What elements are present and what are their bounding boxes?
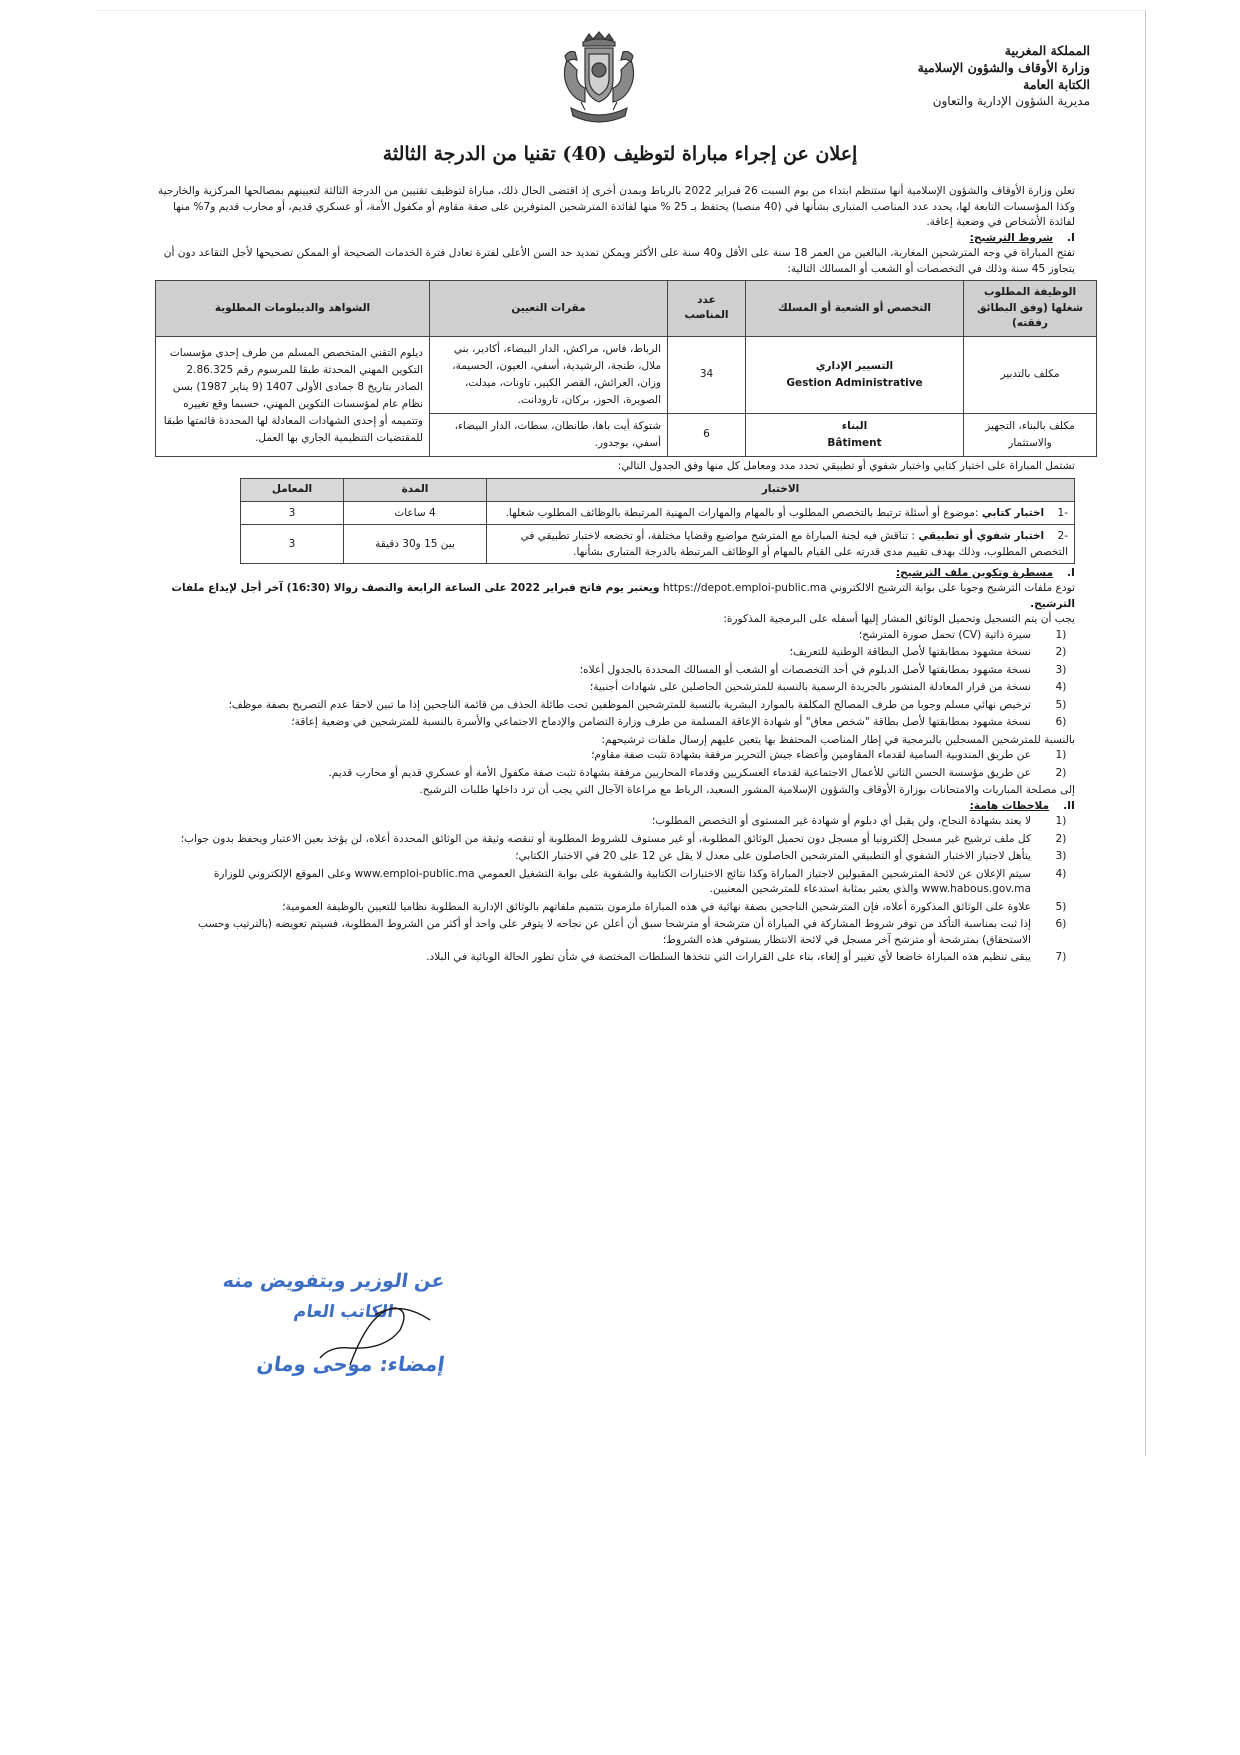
cell-test (487, 524, 1075, 563)
signature-name: إمضاء: موحى ومان (255, 1352, 447, 1376)
item-number: (5 (1055, 900, 1067, 913)
specialty-fr: Bâtiment (827, 436, 882, 449)
item-text: نسخة مشهود بمطابقتها لأصل البطاقة الوطنية للتعريف؛ (789, 646, 1031, 658)
list-item (155, 950, 1075, 966)
cell-job: مكلف بالبناء، التجهيز والاستثمار (964, 413, 1097, 456)
item-number: (6 (1055, 716, 1067, 728)
test-desc: :موضوع أو أسئلة ترتبط بالتخصص المطلوب أو بالمهام والمهارات المهنية المرتبطة بالوظائف المطلوب شغلها. (505, 506, 979, 519)
list-item (155, 645, 1075, 661)
item-number: (2 (1055, 832, 1067, 845)
th-test: الاختبار (487, 479, 1075, 502)
item-text: يبقى تنظيم هذه المباراة خاضعا لأي تغيير أو إلغاء، بناء على القرارات التي تتخذها السلطات المختصة في شأن تطور الحالة الوبائية في البلاد. (426, 951, 1031, 963)
cell-specialty (746, 336, 964, 413)
test-name: اختبار كتابي (981, 506, 1045, 519)
cell-duration: 4 ساعات (344, 501, 487, 524)
reserved-intro: بالنسبة للمترشحين المسجلين بالبرمجية في إطار المناصب المحتفظ بها يتعين عليهم إرسال ملفات ترشيحهم: (601, 733, 1075, 746)
positions-table-header (156, 281, 1097, 337)
announcement-body (155, 184, 1083, 968)
deposit-paragraph (155, 581, 1075, 612)
reserved-channels-list (155, 748, 1075, 781)
upload-intro: يجب أن يتم التسجيل وتحميل الوثائق المشار إليها أسفله على البرمجية المذكورة: (723, 613, 1075, 625)
cell-coef: 3 (241, 501, 344, 524)
list-item (155, 832, 1075, 848)
announcement-title: إعلان عن إجراء مباراة لتوظيف (40) تقنيا من الدرجة الثالثة (382, 143, 858, 165)
list-item (155, 814, 1075, 830)
item-text: سيتم الإعلان عن لائحة المترشحين المقبولين لاجتياز المباراة وكذا نتائج الاختبارات الكتابية والشفوية على بوابة التشغيل العمومي www.emploi-public.ma وعلى الموقع الإلكتروني للوزارة www.habous.gov.ma والذي يعتبر بمثابة استدعاء للمترشحين المعنيين. (213, 867, 1031, 895)
item-text: نسخة من قرار المعادلة المنشور بالجريدة الرسمية بالنسبة للمترشحين الحاصلين على شهادات أجنبية؛ (589, 681, 1031, 693)
table-row (156, 336, 1097, 413)
section-procedure-heading (155, 566, 1075, 582)
cell-locations: شتوكة أيت باها، طانطان، سطات، الدار البيضاء، أسفي، بوجدور. (430, 413, 668, 456)
deposit-text-after: ويعتبر يوم فاتح فبراير 2022 على الساعة الرابعة والنصف زوالا (16:30) آخر أجل لإيداع ملفات الترشيح. (171, 582, 1075, 610)
test-name: اختبار شفوي أو تطبيقي (918, 529, 1045, 542)
list-item (155, 715, 1075, 731)
item-text: علاوة على الوثائق المذكورة أعلاه، فإن المترشحين الناجحين بصفة نهائية في هذه المباراة ملزمون بتتميم ملفاتهم بالوثائق الإدارية المطلوبة نظاميا للتعيين بالوظيفة العمومية؛ (282, 900, 1031, 913)
section-conditions-heading (155, 231, 1075, 247)
cell-duration: بين 15 و30 دقيقة (344, 524, 487, 563)
item-text: نسخة مشهود بمطابقتها لأصل الدبلوم في أحد التخصصات أو الشعب أو المسالك المحددة بالجدول أعلاه؛ (579, 663, 1031, 676)
deposit-text-before: تودع ملفات الترشيح وجوبا على بوابة الترشيح الالكتروني (830, 582, 1075, 594)
header-line-directorate: مديرية الشؤون الإدارية والتعاون (932, 94, 1090, 108)
cell-diplomas: ديلوم التقني المتخصص المسلم من طرف إحدى مؤسسات التكوين المهني المحدثة طبقا للمرسوم رقم 2.86.325 الصادر بتاريخ 8 جمادى الأولى 1407 (9 يناير 1987) بسن نظام عام لمؤسسات التكوين المهني، حسبما وقع تغييره وتتميمه أو إحدى الشهادات المعادلة لها المحددة قائمتها طبقا للمقتضيات التنظيمية الجاري بها العمل. (156, 336, 430, 456)
list-item (155, 900, 1075, 916)
test-number: -2 (1057, 529, 1068, 542)
positions-table (155, 280, 1097, 457)
item-number: (3 (1055, 663, 1067, 676)
header-line-ministry: وزارة الأوقاف والشؤون الإسلامية (917, 60, 1090, 75)
th-diplomas: الشواهد والديبلومات المطلوبة (156, 281, 430, 337)
cell-count: 34 (668, 336, 746, 413)
item-text: ترخيص نهائي مسلم وجوبا من طرف المصالح المكلفة بالموارد البشرية بالنسبة للمترشحين الموظفين تحت طائلة الحذف من قائمة الناجحين إذا ما تبين لاحقا عدم التصريح بصفة موظف؛ (228, 698, 1031, 711)
item-number: (7 (1055, 951, 1067, 963)
specialty-fr: Gestion Administrative (786, 376, 923, 389)
royal-emblem-icon (555, 30, 643, 130)
item-text: كل ملف ترشيح غير مسجل إلكترونيا أو مسجل دون تحميل الوثائق المطلوبة، أو غير مستوف للشروط المطلوبة أو تنقصه وثيقة من الوثائق المحددة أعلاه، لن يؤخذ بعين الاعتبار ويحفظ بدون جواب؛ (180, 832, 1031, 845)
item-text: يتأهل لاجتياز الاختبار الشفوي أو التطبيقي المترشحين الحاصلون على معدل لا يقل عن 12 على 20 في الاختبار الكتابي؛ (515, 850, 1031, 862)
exam-table-header (241, 479, 1075, 502)
list-item (155, 748, 1075, 764)
cell-locations: الرباط، فاس، مراكش، الدار البيضاء، أكادير، بني ملال، طنجة، الرشيدية، أسفي، العيون، الحسيمة، وزان، العرائش، القصر الكبير، تاونات، ميدلت، الصويرة، الحوز، بركان، تارودانت. (430, 336, 668, 413)
signature-stamp (200, 1270, 445, 1390)
signature-title: الكاتب العام (292, 1302, 395, 1322)
th-job: الوظيفة المطلوب شغلها (وفق البطائق رفقته) (964, 281, 1097, 337)
item-number: (1 (1055, 815, 1067, 827)
item-number: (3 (1055, 850, 1067, 862)
signature-delegation: عن الوزير وبتفويض منه (221, 1270, 447, 1292)
exam-table (240, 478, 1075, 564)
required-documents-list (155, 628, 1075, 731)
th-coef: المعامل (241, 479, 344, 502)
list-item (155, 698, 1075, 714)
item-text: نسخة مشهود بمطابقتها لأصل بطاقة "شخص معاق" أو شهادة الإعاقة المسلمة من طرف وزارة التضامن والإدماج الاجتماعي والأسرة بالنسبة للمترشحين في وضعية إعاقة؛ (291, 716, 1031, 728)
cell-job: مكلف بالتدبير (964, 336, 1097, 413)
test-desc: : تناقش فيه لجنة المباراة مع المترشح مواضيع وقضايا مختلفة، أو تخضعه لاختبار تطبيقي في التخصص المطلوب، وذلك بهدف تقييم مدى قدرته على القيام بالمهام أو الوظائف المرتبطة بالدرجة المتبارى بشأنها. (520, 529, 1068, 558)
section-title: مسطرة وتكوين ملف الترشيح: (895, 566, 1054, 579)
item-text: سيرة ذاتية (CV) تحمل صورة المترشح؛ (858, 628, 1031, 641)
header-line-secretariat: الكتابة العامة (1023, 77, 1090, 92)
specialty-ar: التسيير الإداري (815, 359, 894, 372)
table-row (241, 501, 1075, 524)
test-number: -1 (1057, 506, 1068, 519)
th-count: عدد المناصب (668, 281, 746, 337)
cell-count: 6 (668, 413, 746, 456)
signature-scribble-icon (200, 1270, 445, 1390)
conditions-paragraph: تفتح المباراة في وجه المترشحين المغاربة، البالغين من العمر 18 سنة على الأقل و40 سنة على الأكثر ويمكن تمديد حد السن الأعلى لفترة تعادل فترة الخدمات الصحيحة أو الممكن تصحيحها لأجل التقاعد دون أن يتجاوز 45 سنة وذلك في التخصصات أو الشعب أو المسالك التالية: (163, 247, 1075, 275)
item-number: (4 (1055, 867, 1067, 880)
item-number: (5 (1055, 698, 1067, 711)
header-line-kingdom: المملكة المغربية (1004, 43, 1090, 58)
item-text: إذا ثبت بمناسبة التأكد من توفر شروط المشاركة في المباراة أن مترشحة أو مترشحا سبق أن أعلن عن نجاحه لا يتوفر على واحد أو أكثر من الشروط المطلوبة، فسيتم تعويضه (بالترتيب وحسب الاستحقاق) بمترشحة أو مترشح آخر مسجل في لائحة الانتظار يستوفي هذه الشروط؛ (198, 918, 1031, 946)
reserved-after: إلى مصلحة المباريات والامتحانات بوزارة الأوقاف والشؤون الإسلامية المشور السعيد، الرباط مع مراعاة الآجال التي يجب أن ترد داخلها طلبات الترشيح. (419, 784, 1075, 796)
section-title: ملاحظات هامة: (969, 799, 1050, 812)
section-number: II. (1063, 799, 1075, 812)
list-item (155, 663, 1075, 679)
table-row (241, 524, 1075, 563)
notes-list (155, 814, 1075, 966)
item-number: (1 (1055, 628, 1067, 641)
deposit-url-link[interactable]: https://depot.emploi-public.ma (662, 582, 827, 594)
list-item (155, 917, 1075, 948)
section-number: I. (1067, 231, 1075, 244)
cell-specialty (746, 413, 964, 456)
item-text: عن طريق المندوبية السامية لقدماء المقاومين وأعضاء جيش التحرير مرفقة بشهادة تثبت صفة مقاوم؛ (591, 749, 1031, 761)
section-number: I. (1067, 566, 1075, 579)
item-number: (1 (1055, 749, 1067, 761)
item-number: (6 (1055, 918, 1067, 930)
item-number: (2 (1055, 766, 1067, 779)
item-text: عن طريق مؤسسة الحسن الثاني للأعمال الاجتماعية لقدماء العسكريين وقدماء المحاربين مرفقة بشهادة تثبت صفة مكفول الأمة أو عسكري قديم أو محارب قديم. (328, 766, 1031, 779)
item-number: (2 (1055, 646, 1067, 658)
specialty-ar: البناء (841, 419, 868, 432)
section-title: شروط الترشيح: (969, 231, 1054, 244)
cell-test (487, 501, 1075, 524)
th-duration: المدة (344, 479, 487, 502)
section-notes-heading (155, 799, 1075, 815)
exam-intro: تشتمل المباراة على اختبار كتابي واختبار شفوي أو تطبيقي تحدد مدد ومعامل كل منها وفق الجدول التالي: (617, 459, 1075, 472)
list-item (155, 867, 1075, 898)
item-text: لا يعتد بشهادة النجاح، ولن يقبل أي دبلوم أو شهادة غير المستوى أو التخصص المطلوب؛ (651, 815, 1031, 827)
list-item (155, 849, 1075, 865)
th-locations: مقرات التعيين (430, 281, 668, 337)
list-item (155, 680, 1075, 696)
item-number: (4 (1055, 681, 1067, 693)
cell-coef: 3 (241, 524, 344, 563)
intro-paragraph: تعلن وزارة الأوقاف والشؤون الإسلامية أنها ستنظم ابتداء من يوم السبت 26 فبراير 2022 بالرباط وبمدن أخرى إذ اقتضى الحال ذلك، مباراة لتوظيف تقنيين من الدرجة الثالثة لتعيينهم بمصالحها المركزية والخارجية وكذا المؤسسات التابعة لها، يحدد عدد المناصب المتبارى بشأنها في (40 منصبا) يحتفظ بـ 25 % منها لفائدة المترشحين المتوفرين على صفة مقاوم أو مكفول الأمة، أو عسكري قديم، أو محارب قديم و7% منها لفائدة الأشخاص في وضعية إعاقة. (158, 185, 1075, 228)
header-block (918, 42, 1090, 110)
th-specialty: التخصص أو الشعبة أو المسلك (746, 281, 964, 337)
list-item (155, 766, 1075, 782)
list-item (155, 628, 1075, 644)
